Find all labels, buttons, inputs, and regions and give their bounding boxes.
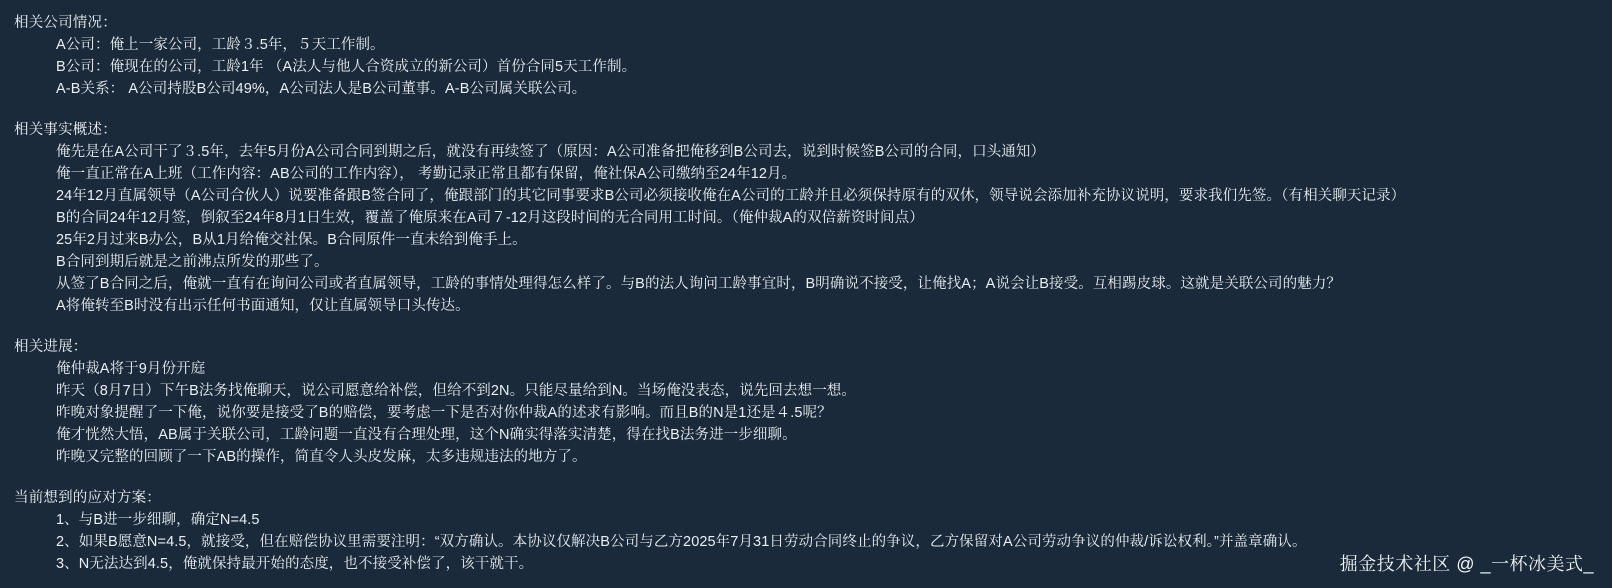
document-line: 俺先是在A公司干了３.5年，去年5月份A公司合同到期之后，就没有再续签了（原因：A公司准备把俺移到B公司去，说到时候签B公司的合同，口头通知） bbox=[56, 144, 1046, 160]
document-line: 俺一直正常在A上班（工作内容：AB公司的工作内容）， 考勤记录正常且都有保留，俺社保A公司缴纳至24年12月。 bbox=[56, 166, 797, 182]
section-line-list bbox=[14, 34, 1598, 100]
document-line: 俺仲裁A将于9月份开庭 bbox=[56, 361, 206, 377]
document-line: 3、N无法达到4.5，俺就保持最开始的态度，也不接受补偿了，该干就干。 bbox=[56, 556, 534, 572]
document-line: 从签了B合同之后，俺就一直有在询问公司或者直属领导，工龄的事情处理得怎么样了。与B的法人询问工龄事宜时，B明确说不接受，让俺找A；A说会让B接受。互相踢皮球。这就是关联公司的魅力？ bbox=[56, 276, 1342, 292]
document-line: A将俺转至B时没有出示任何书面通知，仅让直属领导口头传达。 bbox=[56, 298, 470, 314]
document-line: 昨晚又完整的回顾了一下AB的操作，简直令人头皮发麻，太多违规违法的地方了。 bbox=[56, 449, 587, 465]
document-line: 2、如果B愿意N=4.5，就接受，但在赔偿协议里需要注明：“双方确认。本协议仅解决B公司与乙方2025年7月31日劳动合同终止的争议，乙方保留对A公司劳动争议的仲裁/诉讼权利。”并盖章确认。 bbox=[56, 534, 1307, 550]
document-line: A‑B关系： A公司持股B公司49%，A公司法人是B公司董事。A‑B公司属关联公司。 bbox=[56, 81, 587, 97]
section-spacer bbox=[14, 476, 1598, 487]
document-line: 昨晚对象提醒了一下俺，说你要是接受了B的赔偿，要考虑一下是否对你仲裁A的述求有影响。而且B的N是1还是４.5呢？ bbox=[56, 405, 832, 421]
section-spacer bbox=[14, 325, 1598, 336]
document-line: 俺才恍然大悟，AB属于关联公司，工龄问题一直没有合理处理，这个N确实得落实清楚，得在找B法务进一步细聊。 bbox=[56, 427, 797, 443]
watermark: 掘金技术社区 @ _一杯冰美式_ bbox=[1339, 554, 1594, 574]
document-line: 24年12月直属领导（A公司合伙人）说要准备跟B签合同了，俺跟部门的其它同事要求B公司必须接收俺在A公司的工龄并且必须保持原有的双休，领导说会添加补充协议说明，要求我们先签。（有相关聊天记录） bbox=[56, 188, 1406, 204]
section-title: 当前想到的应对方案： bbox=[14, 490, 161, 506]
section-progress bbox=[14, 336, 1598, 468]
section-spacer bbox=[14, 108, 1598, 119]
document-line: B合同到期后就是之前沸点所发的那些了。 bbox=[56, 254, 329, 270]
document-line: 25年2月过来B办公，B从1月给俺交社保。B合同原件一直未给到俺手上。 bbox=[56, 232, 527, 248]
section-company-info bbox=[14, 12, 1598, 100]
section-facts bbox=[14, 119, 1598, 317]
document-line: 昨天（8月7日）下午B法务找俺聊天，说公司愿意给补偿，但给不到2N。只能尽量给到N。当场俺没表态，说先回去想一想。 bbox=[56, 383, 857, 399]
document-line: A公司：俺上一家公司，工龄３.5年，５天工作制。 bbox=[56, 37, 385, 53]
section-line-list bbox=[14, 358, 1598, 468]
document-line: B的合同24年12月签，倒叙至24年8月1日生效，覆盖了俺原来在A司７‑12月这段时间的无合同用工时间。（俺仲裁A的双倍薪资时间点） bbox=[56, 210, 924, 226]
section-line-list bbox=[14, 141, 1598, 317]
section-title: 相关公司情况： bbox=[14, 15, 117, 31]
section-title: 相关进展： bbox=[14, 339, 88, 355]
section-title: 相关事实概述： bbox=[14, 122, 117, 138]
document-line: B公司：俺现在的公司，工龄1年 （A法人与他人合资成立的新公司）首份合同5天工作制。 bbox=[56, 59, 637, 75]
document-line: 1、与B进一步细聊，确定N=4.5 bbox=[56, 512, 260, 528]
